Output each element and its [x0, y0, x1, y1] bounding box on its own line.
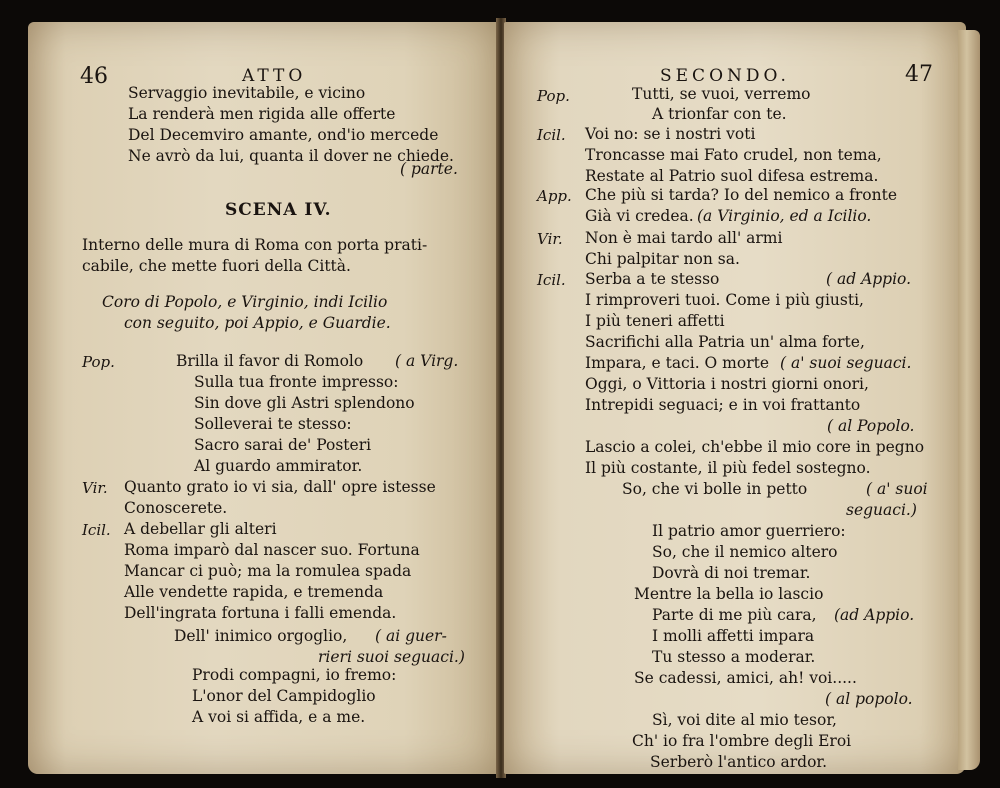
verse-line: Il più costante, il più fedel sostegno. — [585, 459, 871, 477]
page-number-left: 46 — [80, 64, 108, 89]
stage-direction: ( al popolo. — [825, 690, 913, 708]
verse-line: Sin dove gli Astri splendono — [194, 394, 415, 412]
speaker-icil: Icil. — [82, 521, 111, 539]
page-number-right: 47 — [905, 62, 933, 87]
speaker-vir: Vir. — [537, 230, 563, 248]
speaker-pop: Pop. — [82, 353, 115, 371]
verse-line: I rimproveri tuoi. Come i più giusti, — [585, 291, 864, 309]
verse-line: A debellar gli alteri — [124, 520, 277, 538]
aria-line: So, che il nemico altero — [652, 543, 838, 561]
stage-direction: ( ai guer- — [375, 627, 447, 645]
verse-line: Dell' inimico orgoglio, — [174, 627, 348, 645]
characters-line: Coro di Popolo, e Virginio, indi Icilio — [102, 293, 388, 311]
stage-direction: rieri suoi seguaci.) — [318, 648, 465, 666]
verse-line: Sacro sarai de' Posteri — [194, 436, 372, 454]
verse-line: A trionfar con te. — [652, 105, 787, 123]
verse-line: Lascio a colei, ch'ebbe il mio core in pegno — [585, 438, 925, 456]
verse-line: I più teneri affetti — [585, 312, 725, 330]
speaker-pop: Pop. — [537, 87, 570, 105]
text-line: La renderà men rigida alle offerte — [128, 105, 396, 123]
verse-line: Voi no: se i nostri voti — [585, 125, 756, 143]
verse-line: Intrepidi seguaci; e in voi frattanto — [585, 396, 861, 414]
text-line: Del Decemviro amante, ond'io mercede — [128, 126, 439, 144]
verse-line: Conoscerete. — [124, 499, 228, 517]
aria-line: Mentre la bella io lascio — [634, 585, 824, 603]
verse-line: Impara, e taci. O morte — [585, 354, 770, 372]
verse-line: Prodi compagni, io fremo: — [192, 666, 397, 684]
verse-line: Quanto grato io vi sia, dall' opre istesse — [124, 478, 436, 496]
verse-line: Oggi, o Vittoria i nostri giorni onori, — [585, 375, 869, 393]
aria-line: Il patrio amor guerriero: — [652, 522, 846, 540]
verse-line: Chi palpitar non sa. — [585, 250, 740, 268]
stage-direction: ( a' suoi — [866, 480, 928, 498]
stage-direction: ( ad Appio. — [826, 270, 912, 288]
verse-line: Solleverai te stesso: — [194, 415, 352, 433]
final-line: Sì, voi dite al mio tesor, — [652, 711, 837, 729]
scene-title: SCENA IV. — [225, 200, 332, 220]
speaker-icil: Icil. — [537, 271, 566, 289]
running-head-right: SECONDO. — [660, 66, 790, 86]
final-line: Ch' io fra l'ombre degli Eroi — [632, 732, 852, 750]
verse-line: L'onor del Campidoglio — [192, 687, 376, 705]
stage-direction: (ad Appio. — [834, 606, 915, 624]
aria-line: Parte di me più cara, — [652, 606, 817, 624]
verse-line: Alle vendette rapida, e tremenda — [124, 583, 384, 601]
aria-line: Dovrà di noi tremar. — [652, 564, 811, 582]
stage-direction: ( al Popolo. — [827, 417, 915, 435]
stage-direction: ( a Virg. — [395, 352, 459, 370]
verse-line: Sacrifichi alla Patria un' alma forte, — [585, 333, 865, 351]
stage-direction: ( a' suoi seguaci. — [780, 354, 912, 372]
verse-line: Dell'ingrata fortuna i falli emenda. — [124, 604, 397, 622]
verse-line: Brilla il favor di Romolo — [176, 352, 364, 370]
verse-line: Già vi credea. — [585, 207, 694, 225]
running-head-left: ATTO — [242, 66, 307, 86]
verse-line: Troncasse mai Fato crudel, non tema, — [585, 146, 882, 164]
stage-direction: (a Virginio, ed a Icilio. — [697, 207, 872, 225]
setting-line: Interno delle mura di Roma con porta prati- — [82, 236, 428, 254]
verse-line: Roma imparò dal nascer suo. Fortuna — [124, 541, 420, 559]
aria-line: Tu stesso a moderar. — [652, 648, 816, 666]
verse-line: Che più si tarda? Io del nemico a fronte — [585, 186, 897, 204]
verse-line: Serba a te stesso — [585, 270, 720, 288]
characters-line: con seguito, poi Appio, e Guardie. — [124, 314, 391, 332]
aria-line: I molli affetti impara — [652, 627, 815, 645]
verse-line: Non è mai tardo all' armi — [585, 229, 783, 247]
text-line: Ne avrò da lui, quanta il dover ne chiede. — [128, 147, 454, 165]
verse-line: Al guardo ammirator. — [194, 457, 363, 475]
verse-line: So, che vi bolle in petto — [622, 480, 808, 498]
speaker-app: App. — [537, 187, 572, 205]
speaker-icil: Icil. — [537, 126, 566, 144]
stage-direction: seguaci.) — [846, 501, 917, 519]
final-line: Serberò l'antico ardor. — [650, 753, 828, 771]
text-line: Servaggio inevitabile, e vicino — [128, 84, 366, 102]
aria-line: Se cadessi, amici, ah! voi..... — [634, 669, 857, 687]
verse-line: Tutti, se vuoi, verremo — [632, 85, 811, 103]
page-edge — [958, 30, 980, 770]
setting-line: cabile, che mette fuori della Città. — [82, 257, 351, 275]
verse-line: Restate al Patrio suol difesa estrema. — [585, 167, 879, 185]
verse-line: Sulla tua fronte impresso: — [194, 373, 399, 391]
stage-direction: ( parte. — [400, 160, 458, 178]
verse-line: Mancar ci può; ma la romulea spada — [124, 562, 412, 580]
verse-line: A voi si affida, e a me. — [192, 708, 366, 726]
speaker-vir: Vir. — [82, 479, 108, 497]
